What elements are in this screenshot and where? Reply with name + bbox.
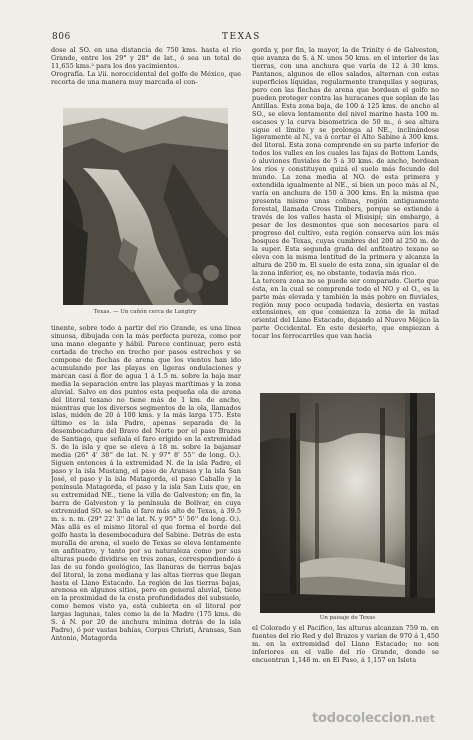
- figure-caption: Texas. — Un cañón cerca de Langtry: [93, 309, 197, 315]
- watermark-dot: .: [410, 712, 415, 725]
- paragraph: el Colorado y el Pacífico, las alturas alcanzan 759 m. en fuentes del río Red y del Brazos y varían de 970 á 1,450 m. en la extremidad del Llano Estacado; no son inferiores en el valle del río Grande, donde se encuentran 1,148 m. en El Paso, á 1,157 en Isleta: [252, 625, 439, 664]
- forest-landscape-art: [260, 393, 435, 613]
- watermark-brand: todocoleccion: [312, 711, 411, 726]
- column-b-text: [51, 325, 241, 705]
- watermark-logo: [312, 711, 462, 733]
- forest-landscape-photo: [260, 393, 435, 613]
- running-title: TEXAS: [222, 32, 261, 42]
- column-a-text: [51, 47, 241, 105]
- paragraph: gorda y, por fin, la mayor, la de Trinity ó de Galveston, que avanza de S. á N. unos 50 kms. en el interior de las tierras, con una anchura que varía de 12 á 30 kms. Pantanos, algunos de ellos salados, alternan con estas superficies líquidas, regularmente tranquilas y seguras, pero con las flechas de arena que bordean el golfo no pueden proteger contra las huracanes que soplan de las Antillas. Esta zona baja, de 100 á 125 kms. de ancho al SO., se eleva lentamente del nivel marino hasta 100 m. escasos y la curva bisometrica de 50 m., ó sea altura sigue el límite y se prolonga al NE., inclinándose ligeramente al N., va á cortar el Alto Sabine á 300 kms. del litoral. Esta zona comprende en su parte inferior de todos los valles en los cuales las fajas de Bottom Lands, ó aluviones fluviales de 5 á 30 kms. de ancho, bordean los ríos y constituyen quizá el suelo más fecundo del mundo. La zona media al NO. de esta primera y extendida igualmente al NE., si bien un poco más al N., varía en anchura de 150 á 300 kms. En la misma que presenta mismo unas colinas, región antiguamente forestal, llamada Cross Timbers, porque se extiende á través de los valles hasta el Misisipí; sin embargo, á pesar de los desmontes que son necesarios para el progreso del cultivo, esta región conserva aún los más bosques de Texas, cuyas cumbres del 200 al 250 m. de la super. Esta segunda grada del anfiteatro texano se eleva con la misma lentitud de la primera y alcanza la altura de 250 m. El suelo de esta zona, sin igualar el de la zona inferior, es, no obstante, todavía más rico.: [252, 47, 439, 277]
- paragraph: tinente, sobre todo á partir del río Grande, es una línea sinuosa, dibujada con la más perfecta pureza, como por una mano elegante y hábil. Parece continuar, pero está cortada de trecho en trecho por pasos estrechos y se compone de flechas de arena que los vientos han ido acumulando por las playas en ligeras ondulaciones y marcan casi á flor de agua 1 á 1.5 m. sobre la baja mar media la separación entre las playas marítimas y la zona aluvial. Salvo en dos puntos esta pequeña ola de arena del litoral texano no tiene más de 1 km. de ancho, mientras que los diversos segmentos de la ola, llamados islas, miden de 20 á 100 kms. y la más larga 175. Este último es la isla Padre, apenas separada de la desembocadura del Bravo del Norte por el paso Brazos de Santiago, que señala el faro erigido en la extremidad S. de la isla y que se eleva á 18 m. sobre la bajamar media (26° 4' 38'' de lat. N. y 97° 8' 55'' de long. O.). Siguen entonces á la extremidad N. de la isla Padre, el paso y la isla Mustang, el paso de Aransas y la isla San José, el paso y la isla Matagorda, el paso Caballo y la península Matagorda, el paso y la isla San Luis que, en su extremidad NE., tiene la villa de Galveston; en fin, la barra de Galveston y la península de Bolívar, en cuya extremidad SO. se halla el faro más alto de Texas, á 39.5 m. s. n. m. (29° 22' 3'' de lat. N. y 95° 5' 56'' de long. O.). Más allá es el mismo litoral el que forma el borde del golfo hasta la desembocadura del Sabine. Detrás de esta muralla de arena, el suelo de Texas se eleva lentamente en anfiteatro, y tanto por su naturaleza como por sus alturas puede dividirse en tres zonas, correspondiendo á las de su fondo geológico, las llanuras de tierras bajas del litoral, la zona mediana y las altas tierras que llegan hasta el Llano Estacado. La región de las tierras bajas, arenosa en algunos sitios, pero en general aluvial, tiene en la proximidad de la costa profundidades del subsuelo, como hemos visto ya, está cubierta en el litoral por largas lagunas, tales como la de la Madre (175 kms. de S. á N. por 20 de anchura mínima detrás de la isla Padre), ó por vastas bahías, Corpus Christi, Aransas, San Antonio, Matagorda: [51, 325, 241, 643]
- canyon-photo-art: [63, 108, 228, 305]
- column-d-text: [252, 625, 439, 705]
- paragraph: dose al SO. en una distancia de 750 kms. hasta el río Grande, entre los 29° y 28° de lat., ó sea un total de 11,655 kms.² para los dos yacimientos.: [51, 47, 241, 70]
- paragraph: Orografía. La i/ii. noroccidental del golfo de México, que recorta de una manera muy marcada el con-: [51, 69, 241, 86]
- column-c-text: [252, 47, 439, 385]
- page-number: 806: [52, 32, 71, 42]
- watermark-suffix: net: [414, 712, 435, 725]
- paragraph: La tercera zona no se puede ser comparado. Cierto que ésta, en la cual se comprende todo el NO y el O., es la parte más elevada y también la más pobre en fluviales, región muy poco ocupada todavía, desierta en vastas extensiones, en que comienza la zona de la mitad oriental del Llano Estacado, dejando al Nuevo Méjico la parte Occidental. En este desierto, que empiezan á tocar los ferrocarriles que van hacia: [252, 276, 439, 341]
- figure-caption: Un paisaje de Texas: [319, 615, 376, 621]
- page-header: [52, 32, 432, 46]
- canyon-photo: [63, 108, 228, 305]
